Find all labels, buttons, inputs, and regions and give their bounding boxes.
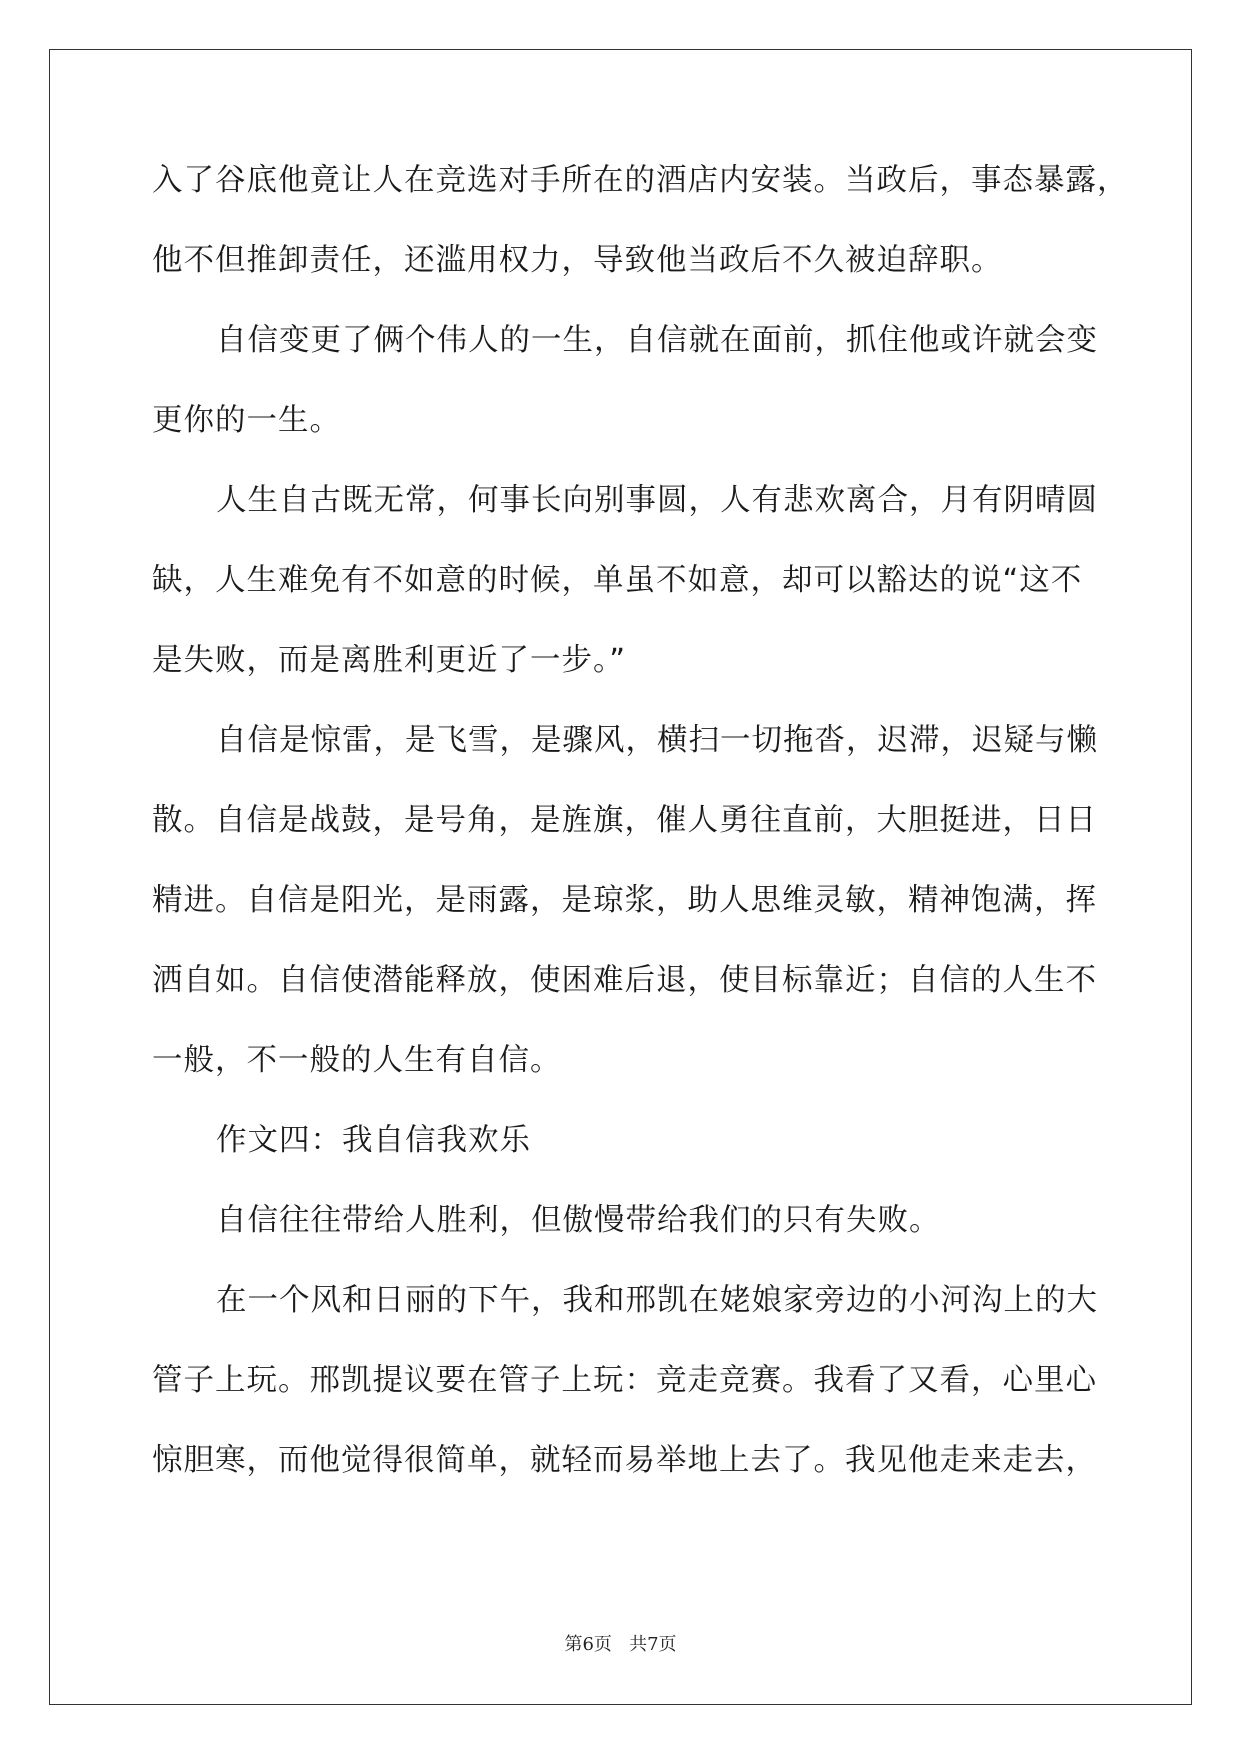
text-line: 人生自古既无常，何事长向别事圆，人有悲欢离合，月有阴晴圆 [216,483,1098,518]
text-line: 一般，不一般的人生有自信。 [152,1043,562,1078]
section-heading: 作文四：我自信我欢乐 [216,1123,531,1158]
text-line: 入了谷底他竟让人在竞选对手所在的酒店内安装。当政后，事态暴露， [152,163,1129,198]
text-line: 惊胆寒，而他觉得很简单，就轻而易举地上去了。我见他走来走去， [152,1443,1097,1478]
text-line: 是失败，而是离胜利更近了一步。” [152,643,627,678]
text-line: 洒自如。自信使潜能释放，使困难后退，使目标靠近；自信的人生不 [152,963,1097,998]
document-body [152,158,1129,1518]
page-number-footer: 第6页 共7页 [564,1634,677,1655]
text-line: 自信是惊雷，是飞雪，是骤风，横扫一切拖沓，迟滞，迟疑与懒 [216,723,1098,758]
text-line: 散。自信是战鼓，是号角，是旌旗，催人勇往直前，大胆挺进，日日 [152,803,1097,838]
text-line: 他不但推卸责任，还滥用权力，导致他当政后不久被迫辞职。 [152,243,1003,278]
text-line: 更你的一生。 [152,403,341,438]
text-line: 缺，人生难免有不如意的时候，单虽不如意，却可以豁达的说“这不 [152,563,1083,598]
text-line: 管子上玩。邢凯提议要在管子上玩：竞走竞赛。我看了又看，心里心 [152,1363,1097,1398]
text-line: 自信往往带给人胜利，但傲慢带给我们的只有失败。 [216,1203,941,1238]
text-line: 精进。自信是阳光，是雨露，是琼浆，助人思维灵敏，精神饱满，挥 [152,883,1097,918]
text-line: 自信变更了俩个伟人的一生，自信就在面前，抓住他或许就会变 [216,323,1098,358]
text-line: 在一个风和日丽的下午，我和邢凯在姥娘家旁边的小河沟上的大 [216,1283,1098,1318]
